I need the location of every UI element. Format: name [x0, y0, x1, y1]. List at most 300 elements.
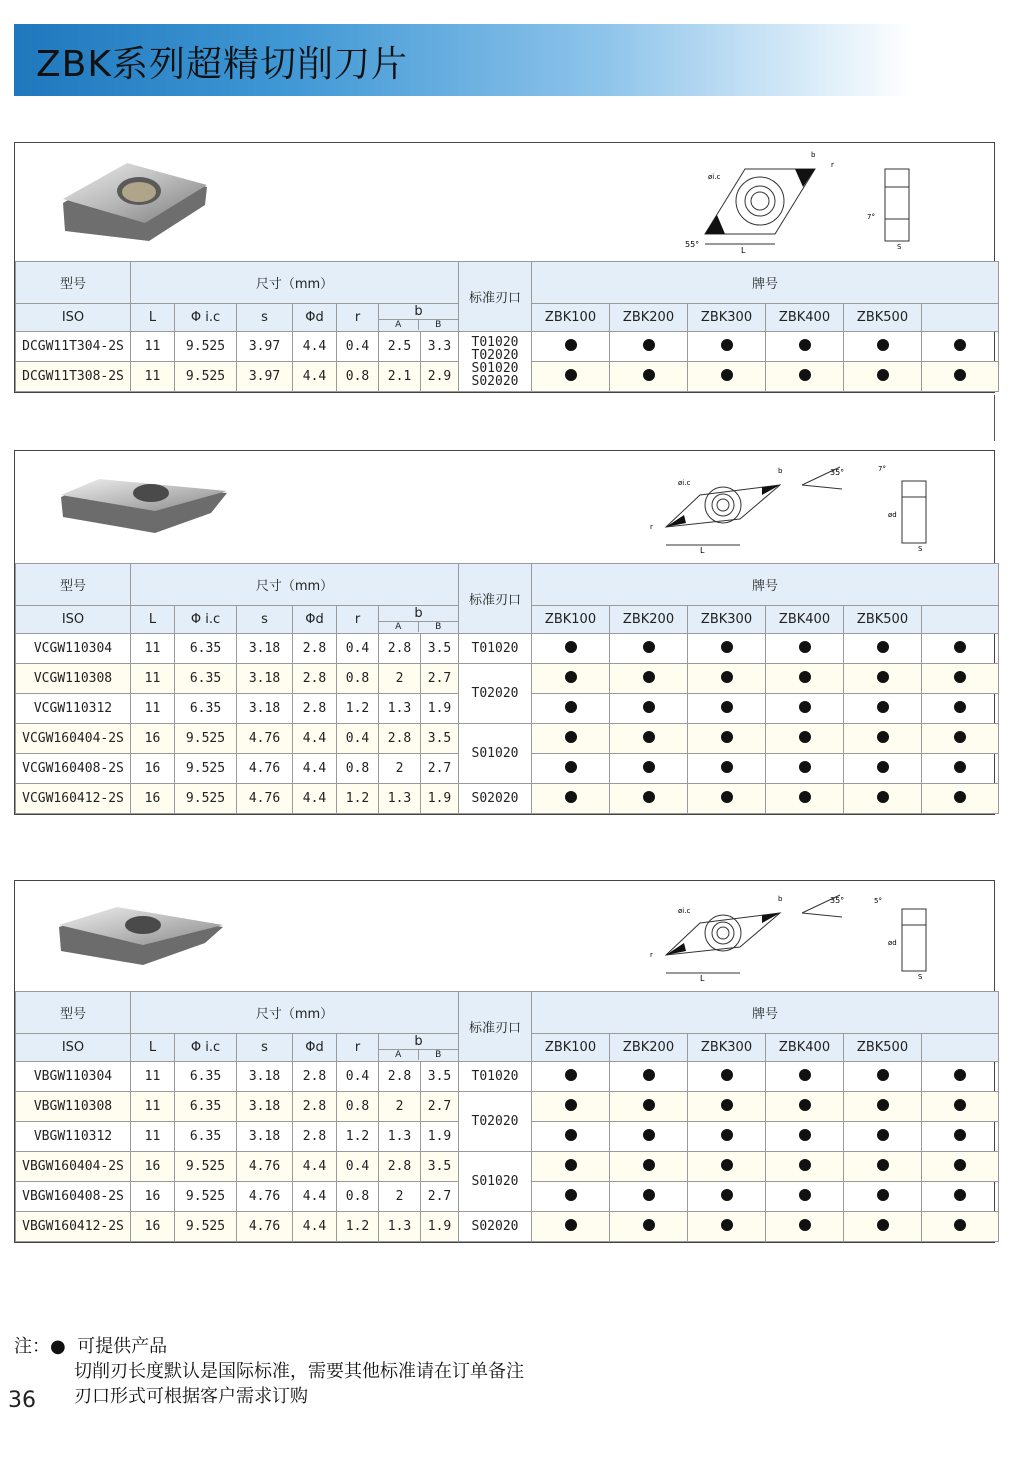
- label-r: r: [831, 161, 834, 169]
- grade-blank: [922, 304, 999, 332]
- availability-cell: [844, 784, 922, 814]
- cell-L: 11: [131, 332, 175, 362]
- availability-cell: [610, 724, 688, 754]
- available-dot-icon: [565, 731, 577, 743]
- cell-bB: 3.5: [421, 724, 459, 754]
- cell-bB: 3.3: [421, 332, 459, 362]
- edge-cell: T02020: [459, 664, 532, 724]
- available-dot-icon: [877, 1099, 889, 1111]
- cell-ic: 9.525: [175, 362, 237, 392]
- header-edge: 标准刃口: [459, 564, 532, 634]
- availability-cell: [766, 664, 844, 694]
- grade-zbk500: ZBK500: [844, 304, 922, 332]
- header-b: [379, 1034, 459, 1062]
- availability-cell: [688, 754, 766, 784]
- insert-diagram: [630, 457, 950, 557]
- label-d: ød: [888, 511, 897, 519]
- grade-zbk200: ZBK200: [610, 1034, 688, 1062]
- model-cell: DCGW11T308-2S: [16, 362, 131, 392]
- cell-bA: 2: [379, 664, 421, 694]
- note-line-2: 切削刃长度默认是国际标准，需要其他标准请在订单备注: [74, 1361, 524, 1382]
- cell-d: 4.4: [293, 754, 337, 784]
- availability-cell: [766, 784, 844, 814]
- label-L: L: [700, 974, 705, 983]
- note-label: 注：: [14, 1336, 50, 1357]
- cell-bA: 1.3: [379, 694, 421, 724]
- label-s: S: [918, 545, 923, 553]
- available-dot-icon: [721, 791, 733, 803]
- availability-cell: [766, 332, 844, 362]
- cell-r: 0.4: [337, 724, 379, 754]
- available-dot-icon: [643, 369, 655, 381]
- availability-cell: [688, 1212, 766, 1242]
- model-cell: VCGW110304: [16, 634, 131, 664]
- available-dot-icon: [643, 791, 655, 803]
- model-cell: VBGW110312: [16, 1122, 131, 1152]
- cell-bB: 1.9: [421, 784, 459, 814]
- available-dot-icon: [799, 1159, 811, 1171]
- table-row: [16, 724, 999, 754]
- cell-bA: 2.8: [379, 634, 421, 664]
- section2-rows: [16, 634, 999, 814]
- available-dot-icon: [954, 1099, 966, 1111]
- spec-table: [15, 991, 999, 1242]
- cell-r: 0.8: [337, 664, 379, 694]
- label-r: r: [650, 951, 653, 959]
- edge-s01020: S01020: [471, 360, 519, 376]
- cell-bB: 2.7: [421, 754, 459, 784]
- section-vbgw: [14, 880, 995, 1243]
- cell-r: 0.8: [337, 1092, 379, 1122]
- header-b-b: B: [435, 622, 442, 632]
- table-row: [16, 332, 999, 362]
- cell-r: 1.2: [337, 694, 379, 724]
- header-brand: 牌号: [532, 992, 999, 1034]
- model-cell: VBGW160408-2S: [16, 1182, 131, 1212]
- cell-r: 1.2: [337, 1122, 379, 1152]
- insert-diagram: [630, 885, 950, 985]
- available-dot-icon: [799, 791, 811, 803]
- availability-cell: [922, 694, 999, 724]
- availability-cell: [766, 1062, 844, 1092]
- label-ic: øi.c: [678, 479, 691, 487]
- available-dot-icon: [799, 701, 811, 713]
- cell-ic: 9.525: [175, 1212, 237, 1242]
- available-dot-icon: [954, 761, 966, 773]
- available-dot-icon: [721, 731, 733, 743]
- section-vcgw: [14, 450, 995, 815]
- available-dot-icon: [877, 369, 889, 381]
- availability-cell: [844, 724, 922, 754]
- cell-s: 3.18: [237, 1122, 293, 1152]
- cell-s: 4.76: [237, 724, 293, 754]
- available-dot-icon: [643, 671, 655, 683]
- cell-d: 2.8: [293, 1092, 337, 1122]
- image-area: [15, 143, 994, 261]
- cell-bB: 1.9: [421, 694, 459, 724]
- cell-d: 4.4: [293, 332, 337, 362]
- cell-r: 0.4: [337, 1152, 379, 1182]
- available-dot-icon: [877, 1069, 889, 1081]
- cell-bA: 2.8: [379, 724, 421, 754]
- cell-L: 16: [131, 1182, 175, 1212]
- available-dot-icon: [643, 731, 655, 743]
- availability-cell: [610, 634, 688, 664]
- cell-bB: 3.5: [421, 1152, 459, 1182]
- header-r: r: [337, 304, 379, 332]
- cell-s: 3.97: [237, 332, 293, 362]
- insert-photo: [55, 159, 225, 244]
- header-model: 型号: [16, 564, 131, 606]
- cell-bB: 2.7: [421, 664, 459, 694]
- cell-s: 3.18: [237, 1062, 293, 1092]
- available-dot-icon: [877, 1219, 889, 1231]
- model-cell: VCGW110312: [16, 694, 131, 724]
- cell-d: 2.8: [293, 694, 337, 724]
- header-L: L: [131, 1034, 175, 1062]
- header-r: r: [337, 1034, 379, 1062]
- cell-s: 3.18: [237, 1092, 293, 1122]
- section3-rows: [16, 1062, 999, 1242]
- cell-bA: 1.3: [379, 1122, 421, 1152]
- label-top-angle: 5°: [874, 897, 882, 905]
- cell-L: 11: [131, 1122, 175, 1152]
- grade-zbk200: ZBK200: [610, 606, 688, 634]
- grade-zbk200: ZBK200: [610, 304, 688, 332]
- cell-d: 4.4: [293, 784, 337, 814]
- available-dot-icon: [954, 791, 966, 803]
- note-line-1: [14, 1334, 524, 1359]
- available-dot-icon: [799, 1219, 811, 1231]
- header-b: [379, 304, 459, 332]
- availability-cell: [766, 1122, 844, 1152]
- available-dot-icon: [565, 1219, 577, 1231]
- label-angle: 55°: [685, 240, 700, 249]
- availability-cell: [532, 1182, 610, 1212]
- grade-zbk300: ZBK300: [688, 606, 766, 634]
- model-cell: VCGW110308: [16, 664, 131, 694]
- cell-bA: 2.8: [379, 1062, 421, 1092]
- available-dot-icon: [721, 369, 733, 381]
- available-dot-icon: [799, 641, 811, 653]
- grade-zbk100: ZBK100: [532, 304, 610, 332]
- availability-cell: [532, 784, 610, 814]
- available-dot-icon: [799, 761, 811, 773]
- cell-s: 3.18: [237, 634, 293, 664]
- available-dot-icon: [721, 641, 733, 653]
- cell-bB: 2.7: [421, 1092, 459, 1122]
- model-cell: VCGW160404-2S: [16, 724, 131, 754]
- header-edge: 标准刃口: [459, 992, 532, 1062]
- available-dot-icon: [643, 761, 655, 773]
- insert-diagram: [645, 149, 945, 257]
- image-area: [15, 451, 994, 563]
- availability-cell: [766, 1212, 844, 1242]
- availability-cell: [844, 1122, 922, 1152]
- cell-s: 4.76: [237, 1152, 293, 1182]
- header-b-label: b: [414, 304, 423, 319]
- grade-zbk500: ZBK500: [844, 1034, 922, 1062]
- cell-r: 0.4: [337, 634, 379, 664]
- header-d: Φd: [293, 304, 337, 332]
- availability-cell: [688, 1062, 766, 1092]
- header-b-b: B: [435, 320, 442, 330]
- availability-cell: [844, 754, 922, 784]
- availability-cell: [922, 1182, 999, 1212]
- table-row: [16, 1152, 999, 1182]
- available-dot-icon: [721, 1129, 733, 1141]
- cell-d: 4.4: [293, 1212, 337, 1242]
- available-dot-icon: [565, 339, 577, 351]
- available-dot-icon: [643, 1129, 655, 1141]
- label-d: ød: [888, 939, 897, 947]
- availability-cell: [688, 332, 766, 362]
- header-model: 型号: [16, 992, 131, 1034]
- available-dot-icon: [565, 791, 577, 803]
- table-row: [16, 1062, 999, 1092]
- availability-cell: [922, 664, 999, 694]
- available-dot-icon: [799, 731, 811, 743]
- available-dot-icon: [721, 1219, 733, 1231]
- available-dot-icon: [721, 1099, 733, 1111]
- cell-bB: 1.9: [421, 1122, 459, 1152]
- note-line-3: 刃口形式可根据客户需求订购: [74, 1386, 308, 1407]
- page-title: ZBK系列超精切削刀片: [36, 44, 408, 85]
- cell-s: 3.18: [237, 694, 293, 724]
- available-dot-icon: [799, 369, 811, 381]
- cell-bA: 2: [379, 1092, 421, 1122]
- availability-cell: [844, 332, 922, 362]
- availability-cell: [922, 634, 999, 664]
- available-dot-icon: [721, 1069, 733, 1081]
- available-dot-icon: [643, 641, 655, 653]
- grade-zbk100: ZBK100: [532, 606, 610, 634]
- header-brand: 牌号: [532, 564, 999, 606]
- availability-cell: [532, 1152, 610, 1182]
- availability-cell: [844, 1092, 922, 1122]
- label-L: L: [700, 546, 705, 555]
- available-dot-icon: [565, 1159, 577, 1171]
- availability-cell: [610, 1062, 688, 1092]
- availability-cell: [766, 694, 844, 724]
- edge-t01020: T01020: [471, 334, 519, 350]
- available-dot-icon: [954, 731, 966, 743]
- edge-cell: T02020: [459, 1092, 532, 1152]
- availability-cell: [688, 664, 766, 694]
- header-b-label: b: [414, 1034, 423, 1049]
- available-dot-icon: [877, 1129, 889, 1141]
- available-dot-icon: [877, 761, 889, 773]
- available-dot-icon: [799, 1069, 811, 1081]
- grade-blank: [922, 606, 999, 634]
- available-dot-icon: [954, 339, 966, 351]
- cell-ic: 6.35: [175, 1122, 237, 1152]
- available-dot-icon: [721, 671, 733, 683]
- cell-ic: 6.35: [175, 1092, 237, 1122]
- spec-table: [15, 563, 999, 814]
- available-dot-icon: [565, 1189, 577, 1201]
- header-b-a: A: [379, 622, 419, 632]
- available-dot-icon: [954, 1129, 966, 1141]
- availability-cell: [922, 724, 999, 754]
- header-b-b: B: [435, 1050, 442, 1060]
- availability-cell: [688, 694, 766, 724]
- edge-cell: S02020: [459, 1212, 532, 1242]
- availability-cell: [922, 1122, 999, 1152]
- header-L: L: [131, 606, 175, 634]
- grade-zbk300: ZBK300: [688, 304, 766, 332]
- availability-cell: [688, 1122, 766, 1152]
- available-dot-icon: [877, 339, 889, 351]
- availability-cell: [922, 784, 999, 814]
- availability-cell: [610, 784, 688, 814]
- cell-L: 11: [131, 362, 175, 392]
- availability-cell: [532, 724, 610, 754]
- cell-r: 0.8: [337, 754, 379, 784]
- availability-cell: [532, 664, 610, 694]
- available-dot-icon: [954, 641, 966, 653]
- cell-L: 16: [131, 1212, 175, 1242]
- availability-cell: [844, 1212, 922, 1242]
- available-dot-icon: [565, 671, 577, 683]
- availability-cell: [922, 1092, 999, 1122]
- cell-s: 4.76: [237, 784, 293, 814]
- header-L: L: [131, 304, 175, 332]
- footnote: [14, 1334, 524, 1409]
- model-cell: VBGW160412-2S: [16, 1212, 131, 1242]
- availability-cell: [610, 1152, 688, 1182]
- availability-cell: [532, 754, 610, 784]
- page-number: 36: [8, 1388, 36, 1413]
- availability-cell: [844, 664, 922, 694]
- availability-cell: [844, 1182, 922, 1212]
- insert-photo: [55, 907, 235, 967]
- header-ic: Φ i.c: [175, 606, 237, 634]
- available-dot-icon: [721, 339, 733, 351]
- header-size: 尺寸（mm）: [131, 564, 459, 606]
- availability-cell: [532, 362, 610, 392]
- available-dot-icon: [643, 1069, 655, 1081]
- grade-zbk400: ZBK400: [766, 304, 844, 332]
- label-L: L: [741, 246, 746, 255]
- cell-L: 16: [131, 1152, 175, 1182]
- availability-cell: [922, 332, 999, 362]
- available-dot-icon: [721, 1189, 733, 1201]
- available-dot-icon: [565, 641, 577, 653]
- model-cell: VBGW110308: [16, 1092, 131, 1122]
- available-dot-icon: [799, 671, 811, 683]
- label-top-angle: 7°: [867, 213, 875, 221]
- label-ic: øi.c: [678, 907, 691, 915]
- cell-ic: 6.35: [175, 664, 237, 694]
- edge-cell: T01020: [459, 1062, 532, 1092]
- available-dot-icon: [954, 1069, 966, 1081]
- label-s: S: [918, 973, 923, 981]
- model-cell: DCGW11T304-2S: [16, 332, 131, 362]
- section-dcgw: [14, 142, 995, 393]
- availability-cell: [766, 754, 844, 784]
- cell-ic: 9.525: [175, 724, 237, 754]
- cell-bB: 3.5: [421, 634, 459, 664]
- header-iso: ISO: [16, 304, 131, 332]
- available-dot-icon: [565, 701, 577, 713]
- cell-d: 4.4: [293, 1152, 337, 1182]
- availability-cell: [610, 1122, 688, 1152]
- available-dot-icon: [565, 1069, 577, 1081]
- available-dot-icon: [799, 1099, 811, 1111]
- header-b-a: A: [379, 320, 419, 330]
- available-dot-icon: [643, 1099, 655, 1111]
- cell-ic: 9.525: [175, 1182, 237, 1212]
- available-dot-icon: [721, 761, 733, 773]
- availability-cell: [844, 694, 922, 724]
- available-dot-icon: [721, 1159, 733, 1171]
- cell-L: 16: [131, 784, 175, 814]
- available-dot-icon: [954, 1189, 966, 1201]
- availability-cell: [922, 754, 999, 784]
- available-dot-icon: [565, 1099, 577, 1111]
- grade-zbk500: ZBK500: [844, 606, 922, 634]
- label-angle: 35°: [830, 468, 845, 477]
- header-b-label: b: [414, 606, 423, 621]
- available-dot-icon: [721, 701, 733, 713]
- cell-s: 4.76: [237, 754, 293, 784]
- availability-cell: [610, 754, 688, 784]
- available-dot-icon: [565, 1129, 577, 1141]
- label-ic: øi.c: [708, 173, 721, 181]
- cell-L: 11: [131, 1062, 175, 1092]
- table-row: [16, 784, 999, 814]
- availability-cell: [688, 1092, 766, 1122]
- availability-cell: [532, 1062, 610, 1092]
- header-ic: Φ i.c: [175, 304, 237, 332]
- availability-cell: [532, 694, 610, 724]
- available-dot-icon: [954, 1159, 966, 1171]
- cell-s: 4.76: [237, 1182, 293, 1212]
- model-cell: VCGW160408-2S: [16, 754, 131, 784]
- table-row: [16, 1092, 999, 1122]
- cell-bA: 2.5: [379, 332, 421, 362]
- availability-cell: [610, 332, 688, 362]
- cell-d: 2.8: [293, 1062, 337, 1092]
- available-dot-icon: [799, 1129, 811, 1141]
- cell-d: 4.4: [293, 724, 337, 754]
- insert-photo: [55, 477, 235, 537]
- table-row: [16, 634, 999, 664]
- header-r: r: [337, 606, 379, 634]
- header-s: s: [237, 304, 293, 332]
- available-dot-icon: [877, 1159, 889, 1171]
- cell-L: 11: [131, 664, 175, 694]
- label-b: b: [778, 467, 783, 475]
- model-cell: VCGW160412-2S: [16, 784, 131, 814]
- table-row: [16, 1212, 999, 1242]
- availability-cell: [610, 1212, 688, 1242]
- availability-cell: [844, 362, 922, 392]
- edge-cell: S01020: [459, 1152, 532, 1212]
- header-s: s: [237, 606, 293, 634]
- available-dot-icon: [954, 671, 966, 683]
- availability-cell: [844, 1152, 922, 1182]
- cell-ic: 6.35: [175, 634, 237, 664]
- cell-r: 0.4: [337, 1062, 379, 1092]
- cell-bB: 2.9: [421, 362, 459, 392]
- cell-L: 11: [131, 634, 175, 664]
- cell-ic: 9.525: [175, 754, 237, 784]
- availability-cell: [532, 1212, 610, 1242]
- header-size: 尺寸（mm）: [131, 262, 459, 304]
- available-dot-icon: [643, 1219, 655, 1231]
